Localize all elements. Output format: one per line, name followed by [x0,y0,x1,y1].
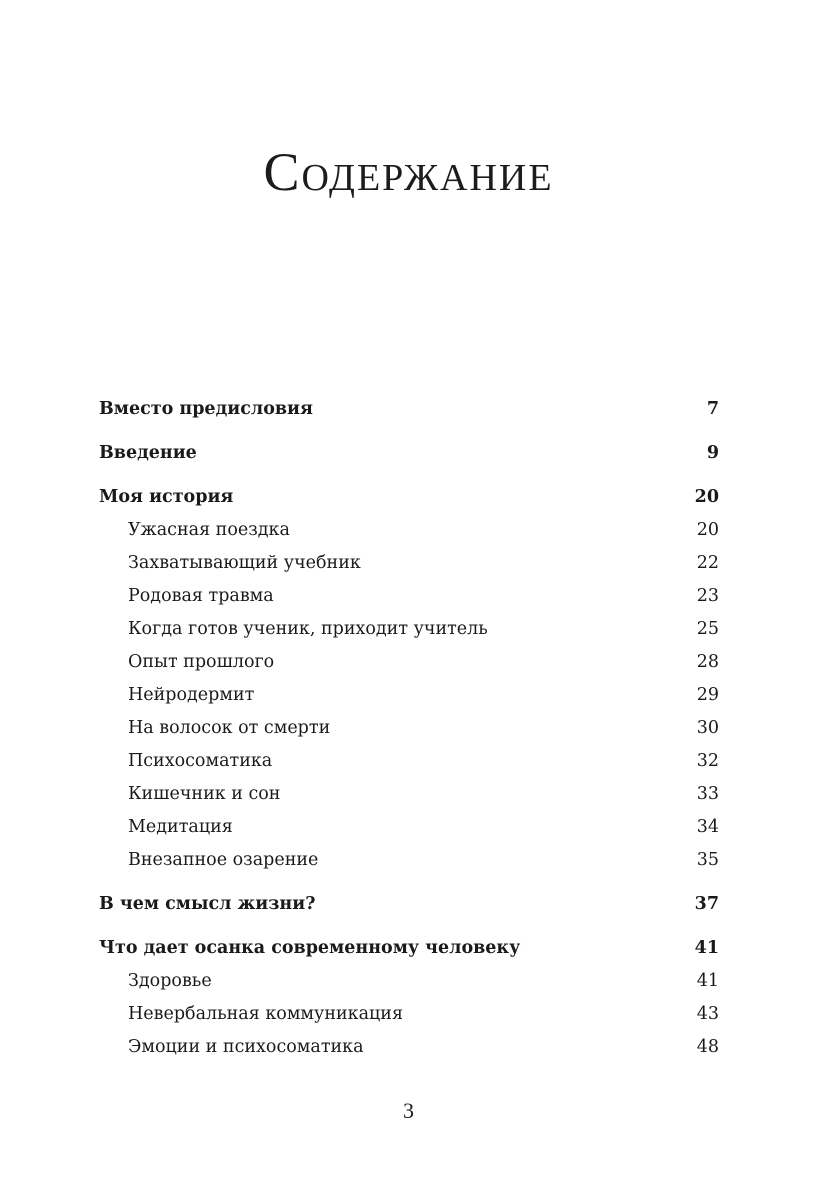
toc-section[interactable] [99,514,719,547]
toc-section[interactable] [99,679,719,712]
toc-section[interactable] [99,580,719,613]
toc-section-label: Опыт прошлого [128,652,275,672]
toc-page-number: 28 [696,652,719,672]
toc-chapter[interactable] [99,437,719,470]
toc-section[interactable] [99,1031,719,1064]
toc-page-number: 37 [694,894,719,914]
toc-section[interactable] [99,998,719,1031]
toc-section[interactable] [99,811,719,844]
toc-section-label: Захватывающий учебник [128,553,361,573]
toc-chapter[interactable] [99,932,719,965]
toc-page-number: 33 [696,784,719,804]
toc-chapter-label: Моя история [99,487,234,507]
toc-page-number: 43 [696,1004,719,1024]
toc-chapter[interactable] [99,888,719,921]
toc-section[interactable] [99,547,719,580]
toc-section-label: Когда готов ученик, приходит учитель [128,619,488,639]
toc-section-label: Внезапное озарение [128,850,319,870]
toc-section[interactable] [99,646,719,679]
toc-section[interactable] [99,778,719,811]
table-of-contents [99,393,719,1064]
toc-section-label: Психосоматика [128,751,273,771]
toc-page-number: 30 [696,718,719,738]
page-number: 3 [403,1098,414,1123]
toc-chapter-label: В чем смысл жизни? [99,894,316,914]
toc-section-label: Эмоции и психосоматика [128,1037,364,1057]
toc-section[interactable] [99,712,719,745]
toc-page-number: 48 [696,1037,719,1057]
toc-page-number: 32 [696,751,719,771]
toc-page-number: 20 [696,520,719,540]
toc-chapter-label: Вместо предисловия [99,399,313,419]
toc-page-number: 20 [694,487,719,507]
toc-section[interactable] [99,613,719,646]
toc-section[interactable] [99,965,719,998]
toc-section-label: На волосок от смерти [128,718,331,738]
toc-section-label: Родовая травма [128,586,274,606]
toc-page-number: 34 [696,817,719,837]
toc-page-number: 7 [706,399,719,419]
toc-section-label: Ужасная поездка [128,520,290,540]
toc-chapter[interactable] [99,393,719,426]
toc-section-label: Нейродермит [128,685,255,705]
toc-page-number: 22 [696,553,719,573]
toc-chapter[interactable] [99,481,719,514]
toc-chapter-label: Введение [99,443,197,463]
toc-section-label: Невербальная коммуникация [128,1004,403,1024]
toc-page-number: 29 [696,685,719,705]
toc-page-number: 25 [696,619,719,639]
toc-chapter-label: Что дает осанка современному человеку [99,938,521,958]
page-title: Содержание [263,142,554,202]
toc-page-number: 41 [696,971,719,991]
toc-page-number: 41 [694,938,719,958]
toc-page-number: 35 [696,850,719,870]
toc-section-label: Здоровье [128,971,212,991]
toc-page-number: 23 [696,586,719,606]
toc-section[interactable] [99,844,719,877]
toc-section-label: Кишечник и сон [128,784,281,804]
toc-section[interactable] [99,745,719,778]
toc-page-number: 9 [706,443,719,463]
toc-section-label: Медитация [128,817,233,837]
